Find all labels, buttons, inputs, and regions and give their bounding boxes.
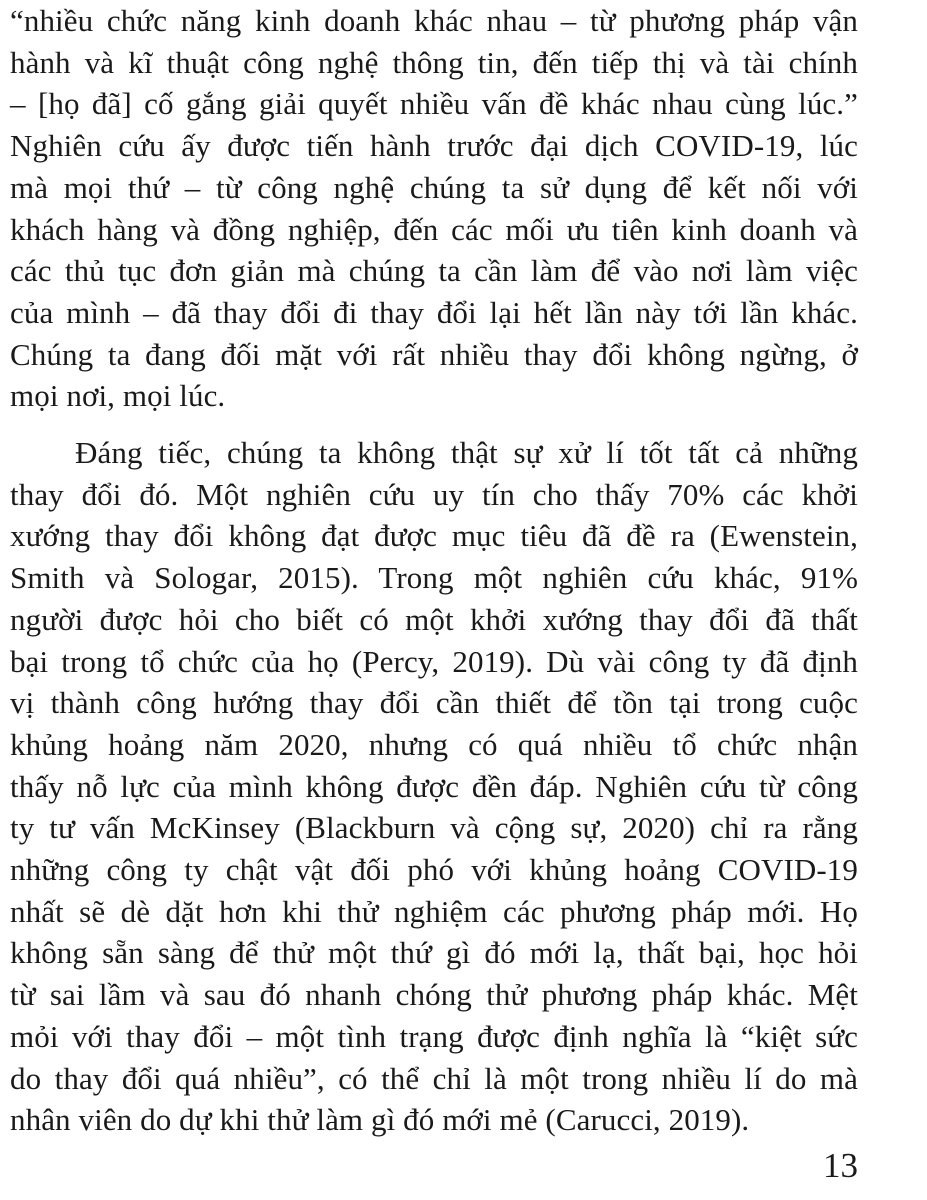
text-line: nhất sẽ dè dặt hơn khi thử nghiệm các phương pháp mới. Họ xyxy=(10,893,858,929)
text-line: người được hỏi cho biết có một khởi xướng thay đổi đã thất xyxy=(10,601,858,637)
paragraph xyxy=(10,432,858,1141)
text-line: thấy nỗ lực của mình không được đền đáp. Nghiên cứu từ công xyxy=(10,768,858,804)
text-line: khủng hoảng năm 2020, nhưng có quá nhiều tổ chức nhận xyxy=(10,726,858,762)
text-line: thay đổi đó. Một nghiên cứu uy tín cho thấy 70% các khởi xyxy=(10,476,858,512)
text-line: không sẵn sàng để thử một thứ gì đó mới lạ, thất bại, học hỏi xyxy=(10,935,858,971)
text-line: do thay đổi quá nhiều”, có thể chỉ là một trong nhiều lí do mà xyxy=(10,1060,858,1096)
text-line: hành và kĩ thuật công nghệ thông tin, đến tiếp thị và tài chính xyxy=(10,44,858,80)
text-line: Smith và Sologar, 2015). Trong một nghiên cứu khác, 91% xyxy=(10,560,858,596)
text-line: mà mọi thứ – từ công nghệ chúng ta sử dụng để kết nối với xyxy=(10,169,858,205)
text-line: khách hàng và đồng nghiệp, đến các mối ưu tiên kinh doanh và xyxy=(10,211,858,247)
text-line: ty tư vấn McKinsey (Blackburn và cộng sự, 2020) chỉ ra rằng xyxy=(10,810,858,846)
page-number: 13 xyxy=(823,1146,858,1185)
text-line: mỏi với thay đổi – một tình trạng được định nghĩa là “kiệt sức xyxy=(10,1018,858,1054)
text-line: xướng thay đổi không đạt được mục tiêu đã đề ra (Ewenstein, xyxy=(10,518,858,554)
text-line: “nhiều chức năng kinh doanh khác nhau – từ phương pháp vận xyxy=(10,3,858,38)
text-line: vị thành công hướng thay đổi cần thiết để tồn tại trong cuộc xyxy=(10,685,858,721)
text-line: Nghiên cứu ấy được tiến hành trước đại dịch COVID-19, lúc xyxy=(10,128,858,164)
text-line: của mình – đã thay đổi đi thay đổi lại hết lần này tới lần khác. xyxy=(10,294,858,330)
paragraph xyxy=(10,0,858,417)
body-text xyxy=(10,0,858,1141)
text-line: mọi nơi, mọi lúc. xyxy=(10,378,226,414)
text-line: – [họ đã] cố gắng giải quyết nhiều vấn đề khác nhau cùng lúc.” xyxy=(10,86,858,122)
text-line: bại trong tổ chức của họ (Percy, 2019). Dù vài công ty đã định xyxy=(10,643,858,679)
text-line: nhân viên do dự khi thử làm gì đó mới mẻ (Carucci, 2019). xyxy=(10,1102,750,1138)
text-line: Chúng ta đang đối mặt với rất nhiều thay đổi không ngừng, ở xyxy=(10,336,858,372)
text-line: từ sai lầm và sau đó nhanh chóng thử phương pháp khác. Mệt xyxy=(10,977,858,1013)
text-line: những công ty chật vật đối phó với khủng hoảng COVID-19 xyxy=(10,852,858,888)
text-line: Đáng tiếc, chúng ta không thật sự xử lí tốt tất cả những xyxy=(75,435,858,471)
text-line: các thủ tục đơn giản mà chúng ta cần làm để vào nơi làm việc xyxy=(10,253,858,289)
